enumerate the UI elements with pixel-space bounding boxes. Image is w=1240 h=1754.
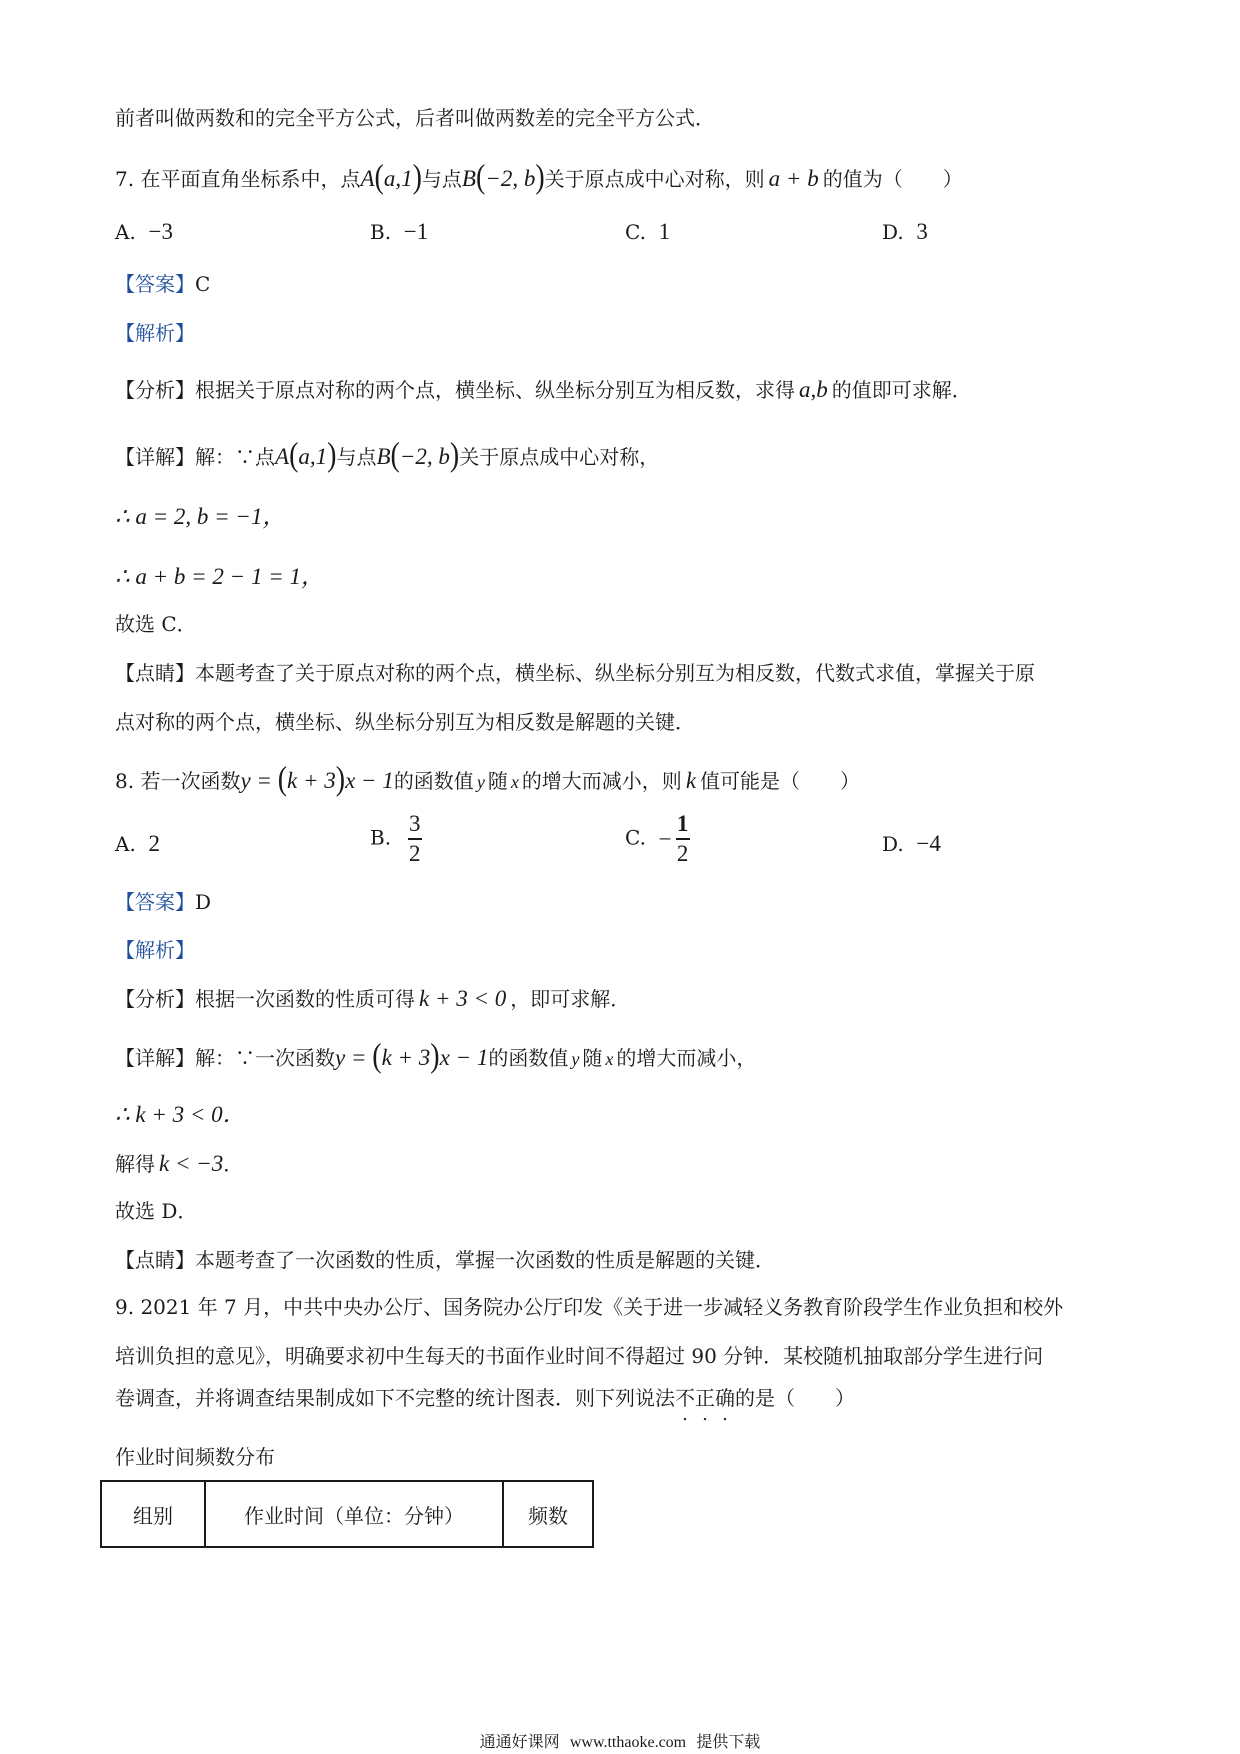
q7-choose: 故选 C． xyxy=(115,612,197,636)
q8-choose: 故选 D． xyxy=(115,1199,198,1223)
q8-option-c: C. − $\frac{1}{2}$ xyxy=(625,811,689,866)
q8-function: y = (k + 3)x − 1 xyxy=(240,760,394,798)
q8-answer: 【答案】D xyxy=(115,890,212,914)
footer-name: 通通好课网 xyxy=(479,1732,560,1751)
table-header-row xyxy=(101,1481,593,1547)
q7-step-2: ∴ a + b = 2 − 1 = 1， xyxy=(115,564,324,589)
q7-step-1: ∴ a = 2, b = −1， xyxy=(115,504,286,529)
header-group: 组别 xyxy=(101,1481,205,1547)
footer-action: 提供下载 xyxy=(696,1732,761,1751)
q8-detail: 【详解】解：∵一次函数y = (k + 3)x − 1的函数值 y 随 x 的增大而减小， xyxy=(115,1037,757,1075)
q7-option-c: C. 1 xyxy=(625,219,671,244)
q9-line-1: 9. 2021 年 7 月，中共中央办公厅、国务院办公厅印发《关于进一步减轻义务教育阶段学生作业负担和校外 xyxy=(115,1295,1064,1319)
footer xyxy=(0,1734,1240,1751)
q7-expr: a + b xyxy=(768,166,819,191)
q7-prefix: 7. 在平面直角坐标系中，点 xyxy=(115,167,361,191)
q8-fenxi: 【分析】根据一次函数的性质可得 k + 3 < 0 ，即可求解． xyxy=(115,986,631,1011)
q8-dianjing: 【点睛】本题考查了一次函数的性质，掌握一次函数的性质是解题的关键． xyxy=(115,1248,775,1272)
q8-analysis-tag: 【解析】 xyxy=(115,938,195,962)
q8-step-2: 解得 k < −3． xyxy=(115,1151,244,1176)
q8-step-1: ∴ k + 3 < 0． xyxy=(115,1102,246,1127)
q7-dianjing-2: 点对称的两个点，横坐标、纵坐标分别互为相反数是解题的关键． xyxy=(115,710,695,734)
q9-line-3: 卷调查，并将调查结果制成如下不完整的统计图表．则下列说法不正确的是（ ） xyxy=(115,1386,855,1410)
q7-stem xyxy=(115,158,963,196)
q7-answer: 【答案】C xyxy=(115,272,211,296)
q7-point-a: A(a,1) xyxy=(360,158,422,196)
header-frequency: 频数 xyxy=(503,1481,593,1547)
q7-dianjing-1: 【点睛】本题考查了关于原点对称的两个点，横坐标、纵坐标分别互为相反数，代数式求值，掌握关于原 xyxy=(115,661,1035,685)
q7-point-b: B(−2, b) xyxy=(461,158,545,196)
q7-option-b: B. −1 xyxy=(370,219,429,244)
q7-detail: 【详解】解：∵点A(a,1)与点B(−2, b)关于原点成中心对称， xyxy=(115,436,660,474)
q7-option-d: D. 3 xyxy=(882,219,928,244)
q7-fenxi: 【分析】根据关于原点对称的两个点，横坐标、纵坐标分别互为相反数，求得 a,b 的值即可求解． xyxy=(115,377,972,402)
table-title: 作业时间频数分布 xyxy=(115,1445,275,1469)
q7-analysis-tag: 【解析】 xyxy=(115,321,195,345)
q7-option-a: A. −3 xyxy=(115,219,174,244)
q7-suffix: 的值为（ ） xyxy=(822,167,963,191)
fraction-three-halves: $\frac{3}{2}$ xyxy=(409,811,421,866)
q8-option-b: B. $\frac{3}{2}$ xyxy=(370,811,421,866)
footer-site-link[interactable]: www.tthaoke.com xyxy=(569,1734,687,1751)
q8-option-d: D. −4 xyxy=(882,831,941,856)
frequency-table xyxy=(100,1480,594,1548)
fraction-one-half: $\frac{1}{2}$ xyxy=(676,811,689,866)
q7-mid: 与点 xyxy=(421,167,462,191)
q8-stem: 8. 若一次函数y = (k + 3)x − 1的函数值 y 随 x 的增大而减小，则 k 值可能是（ ） xyxy=(115,760,861,798)
intro-line: 前者叫做两数和的完全平方公式，后者叫做两数差的完全平方公式． xyxy=(115,106,715,130)
header-time: 作业时间（单位：分钟） xyxy=(205,1481,503,1547)
q9-line-2: 培训负担的意见》，明确要求初中生每天的书面作业时间不得超过 90 分钟．某校随机抽取部分学生进行问 xyxy=(115,1344,1044,1368)
q7-tail: 关于原点成中心对称，则 xyxy=(544,167,765,191)
q8-option-a: A. 2 xyxy=(115,831,161,856)
